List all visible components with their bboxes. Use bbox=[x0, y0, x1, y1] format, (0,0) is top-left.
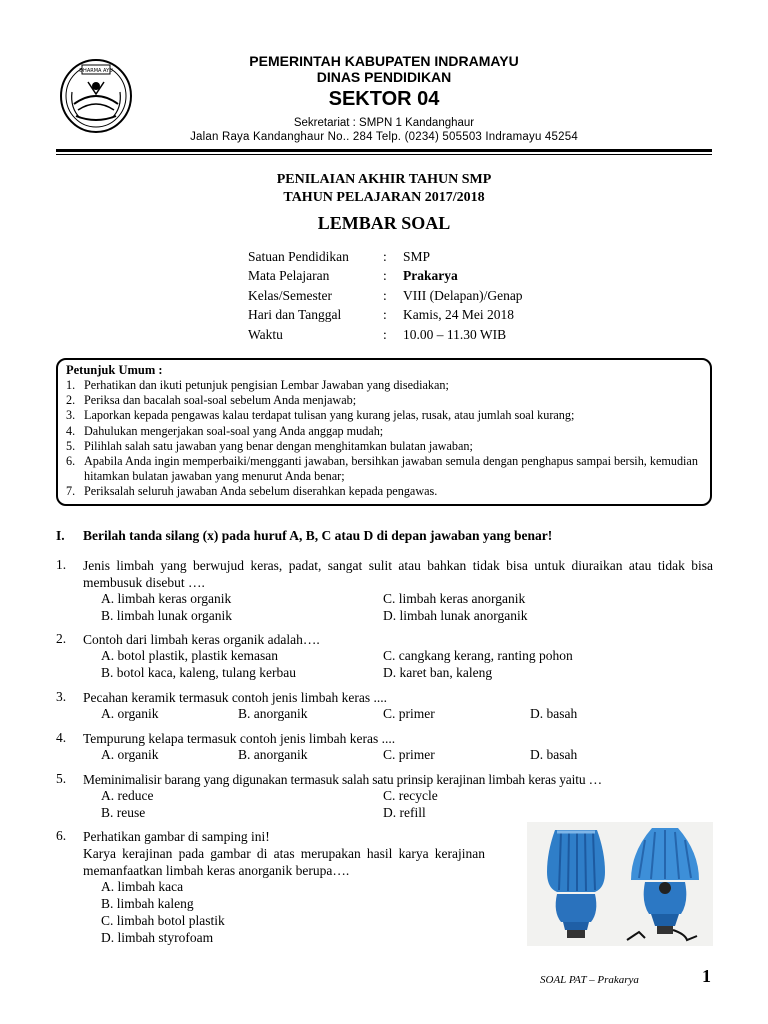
instruction-item: 2. Periksa dan bacalah soal-soal sebelum Anda menjawab; bbox=[66, 393, 357, 408]
instructions-list bbox=[66, 378, 706, 500]
question-text: Pecahan keramik termasuk contoh jenis limbah keras .... bbox=[83, 690, 388, 705]
info-value: 10.00 – 11.30 WIB bbox=[403, 326, 507, 342]
info-row bbox=[248, 307, 648, 326]
question-text: Tempurung kelapa termasuk contoh jenis limbah keras .... bbox=[83, 731, 396, 746]
info-key: Kelas/Semester bbox=[248, 287, 332, 303]
info-row bbox=[248, 327, 648, 346]
section-number: I. bbox=[56, 528, 65, 543]
option-d[interactable]: D. basah bbox=[530, 706, 578, 721]
instruction-item: 3. Laporkan kepada pengawas kalau terdapat tulisan yang kurang jelas, rusak, atau jumlah soal kurang; bbox=[66, 408, 575, 423]
footer-label: SOAL PAT – Prakarya bbox=[540, 974, 639, 986]
instruction-item: 6. Apabila Anda ingin memperbaiki/mengganti jawaban, bersihkan jawaban semula dengan penghapus sampai bersih, kemudian hitamkan bulatan jawaban yang menurut Anda benar; bbox=[66, 454, 698, 484]
question-number: 3. bbox=[56, 689, 67, 704]
info-sep: : bbox=[383, 249, 387, 264]
letterhead-sector: SEKTOR 04 bbox=[328, 88, 440, 110]
option-c[interactable]: C. limbah keras anorganik bbox=[383, 591, 526, 606]
info-value: Kamis, 24 Mei 2018 bbox=[403, 307, 514, 323]
letterhead-divider-thick bbox=[56, 149, 712, 152]
info-key: Waktu bbox=[248, 326, 283, 342]
letterhead-divider-thin bbox=[56, 154, 712, 155]
question-number: 5. bbox=[56, 771, 67, 786]
option-b[interactable]: B. limbah lunak organik bbox=[101, 608, 232, 623]
option-a[interactable]: A. reduce bbox=[101, 788, 154, 803]
info-sep: : bbox=[383, 287, 387, 303]
option-d[interactable]: D. karet ban, kaleng bbox=[383, 665, 493, 680]
page-number: 1 bbox=[702, 966, 711, 986]
question-text: Perhatikan gambar di samping ini! bbox=[83, 829, 270, 844]
question-4 bbox=[56, 730, 712, 766]
instruction-item: 7. Periksalah seluruh jawaban Anda sebelum diserahkan kepada pengawas. bbox=[66, 484, 438, 499]
instruction-item: 1. Perhatikan dan ikuti petunjuk pengisian Lembar Jawaban yang disediakan; bbox=[66, 378, 449, 392]
info-sep: : bbox=[383, 326, 387, 342]
bottle-lamp-photo bbox=[527, 822, 713, 946]
question-number: 2. bbox=[56, 631, 67, 646]
info-row bbox=[248, 288, 648, 307]
seal-text: DHARMA AYU bbox=[79, 68, 113, 74]
option-c[interactable]: C. primer bbox=[383, 747, 435, 762]
option-b[interactable]: B. botol kaca, kaleng, tulang kerbau bbox=[101, 665, 296, 680]
question-number: 4. bbox=[56, 730, 67, 745]
question-6 bbox=[56, 828, 496, 948]
info-sep: : bbox=[383, 268, 387, 284]
option-a[interactable]: A. botol plastik, plastik kemasan bbox=[101, 648, 278, 663]
question-text-continued: Karya kerajinan pada gambar di atas merupakan hasil karya kerajinan memanfaatkan limbah keras anorganik berupa…. bbox=[83, 846, 485, 878]
question-text: Jenis limbah yang berwujud keras, padat, sangat sulit atau bahkan tidak bisa untuk diuraikan atau tidak bisa membusuk disebut …. bbox=[83, 558, 713, 590]
sheet-title: LEMBAR SOAL bbox=[317, 213, 451, 233]
letterhead-government: PEMERINTAH KABUPATEN INDRAMAYU bbox=[249, 53, 519, 69]
option-c[interactable]: C. limbah botol plastik bbox=[101, 913, 225, 928]
info-value: SMP bbox=[403, 249, 431, 264]
option-b[interactable]: B. limbah kaleng bbox=[101, 896, 194, 911]
regency-seal-icon bbox=[58, 58, 134, 134]
question-3 bbox=[56, 689, 712, 725]
info-key: Mata Pelajaran bbox=[248, 268, 330, 284]
info-key: Satuan Pendidikan bbox=[248, 249, 349, 264]
option-c[interactable]: C. primer bbox=[383, 706, 435, 721]
option-a[interactable]: A. organik bbox=[101, 706, 159, 721]
info-value: VIII (Delapan)/Genap bbox=[403, 287, 523, 303]
letterhead-address: Jalan Raya Kandanghaur No.. 284 Telp. (0234) 505503 Indramayu 45254 bbox=[190, 131, 578, 143]
question-number: 6. bbox=[56, 828, 67, 843]
option-d[interactable]: D. limbah styrofoam bbox=[101, 930, 214, 945]
section-instruction: Berilah tanda silang (x) pada huruf A, B, C atau D di depan jawaban yang benar! bbox=[83, 528, 553, 543]
question-1 bbox=[56, 557, 712, 627]
info-value: Prakarya bbox=[403, 268, 458, 284]
option-d[interactable]: D. limbah lunak anorganik bbox=[383, 608, 528, 623]
instruction-item: 4. Dahulukan mengerjakan soal-soal yang Anda anggap mudah; bbox=[66, 423, 384, 438]
instruction-item: 5. Pilihlah salah satu jawaban yang benar dengan menghitamkan bulatan jawaban; bbox=[66, 438, 473, 453]
question-text: Meminimalisir barang yang digunakan termasuk salah satu prinsip kerajinan limbah keras yaitu … bbox=[83, 772, 603, 787]
exam-year: TAHUN PELAJARAN 2017/2018 bbox=[283, 190, 485, 205]
option-c[interactable]: C. recycle bbox=[383, 788, 438, 803]
info-sep: : bbox=[383, 307, 387, 323]
option-b[interactable]: B. anorganik bbox=[238, 747, 308, 762]
info-row bbox=[248, 268, 648, 287]
question-number: 1. bbox=[56, 557, 67, 572]
option-a[interactable]: A. limbah kaca bbox=[101, 879, 184, 894]
question-5 bbox=[56, 771, 712, 823]
option-a[interactable]: A. limbah keras organik bbox=[101, 591, 232, 606]
option-a[interactable]: A. organik bbox=[101, 747, 159, 762]
option-b[interactable]: B. reuse bbox=[101, 805, 146, 820]
instructions-title: Petunjuk Umum : bbox=[66, 363, 163, 377]
letterhead-secretariat: Sekretariat : SMPN 1 Kandanghaur bbox=[293, 117, 475, 129]
letterhead-department: DINAS PENDIDIKAN bbox=[316, 69, 452, 85]
question-2 bbox=[56, 631, 712, 686]
option-d[interactable]: D. basah bbox=[530, 747, 578, 762]
info-row bbox=[248, 249, 648, 268]
info-key: Hari dan Tanggal bbox=[248, 307, 342, 323]
option-d[interactable]: D. refill bbox=[383, 805, 426, 820]
exam-info-table bbox=[248, 249, 648, 346]
exam-title: PENILAIAN AKHIR TAHUN SMP bbox=[276, 172, 492, 187]
option-b[interactable]: B. anorganik bbox=[238, 706, 308, 721]
option-c[interactable]: C. cangkang kerang, ranting pohon bbox=[383, 648, 573, 663]
question-text: Contoh dari limbah keras organik adalah…. bbox=[83, 632, 320, 647]
